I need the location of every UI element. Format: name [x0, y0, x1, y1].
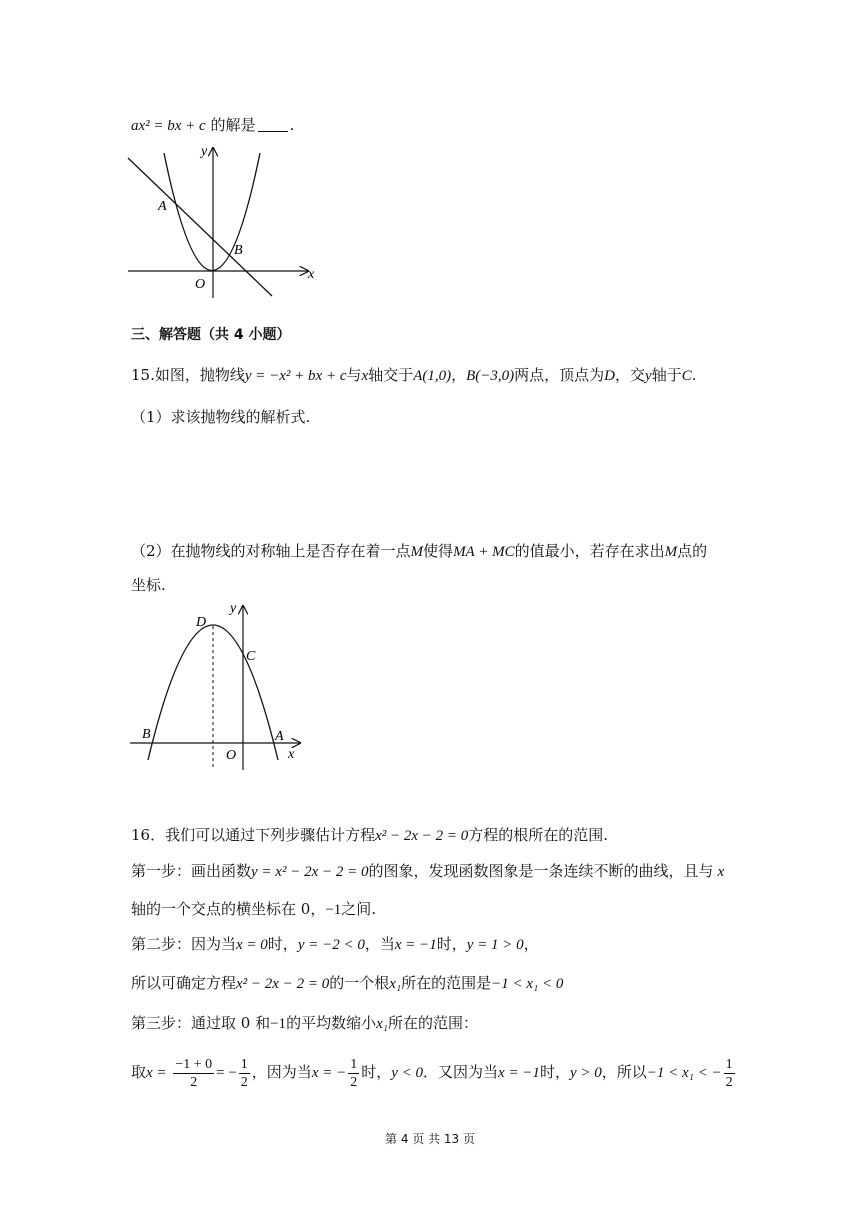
q16-text: 时， [539, 1063, 570, 1081]
q16-text: 第二步：因为当 [131, 935, 237, 953]
q16-condition: y > 0 [569, 1065, 602, 1081]
q16-text: 时， [267, 935, 298, 953]
q15-expr: MA + MC [453, 544, 515, 560]
q15-number: 15. [131, 366, 155, 384]
q16-text: 取 [131, 1063, 147, 1081]
q16-line-2 [131, 860, 724, 883]
fig2-label-x: x [288, 747, 295, 762]
q16-condition: y = 1 > 0 [466, 937, 524, 953]
q16-condition: y = −2 < 0 [297, 937, 365, 953]
fig1-line [128, 158, 272, 296]
q16-line-1 [131, 824, 608, 847]
q15-text: ， [451, 366, 467, 384]
fraction-half [239, 1056, 250, 1091]
q16-condition: x = −1 [394, 937, 437, 953]
q15-text: 轴交于 [368, 366, 414, 384]
fig2-label-y: y [230, 601, 237, 616]
q16-text: 时， [361, 1063, 392, 1081]
fig2-label-a: A [275, 729, 284, 744]
q15-var-x: x [361, 368, 369, 384]
fig2-label-b: B [142, 727, 151, 742]
fraction-numerator: 1 [725, 1056, 733, 1072]
section-heading: 三、解答题（共 4 小题） [131, 327, 291, 343]
figure-1-parabola-line [120, 138, 330, 300]
q16-equation: x² − 2x − 2 = 0 [236, 976, 330, 992]
q15-formula-parabola: y = −x² + bx + c [244, 368, 347, 384]
q15-point-b: B(−3,0) [466, 368, 515, 384]
q16-root: x₁ [389, 976, 402, 992]
fig1-label-y: y [201, 144, 208, 159]
fraction-half-3 [724, 1056, 735, 1091]
fig2-label-o: O [226, 748, 237, 763]
q15-text: 如图，抛物线 [154, 366, 245, 384]
fig1-label-b: B [234, 243, 243, 258]
q16-value: −1 [270, 1016, 287, 1032]
q15-point-d: D [604, 368, 616, 384]
q16-line-6 [131, 1012, 478, 1035]
q15-part2 [131, 540, 707, 563]
q16-var: x = − [311, 1065, 347, 1081]
page-footer: 第 4 页 共 13 页 [385, 1132, 475, 1146]
q14-tail [131, 114, 294, 137]
q16-function: y = x² − 2x − 2 = 0 [251, 864, 369, 880]
q16-condition: x = 0 [236, 937, 268, 953]
q16-range: −1 < x₁ < 0 [491, 976, 564, 992]
q16-text: ．又因为当 [423, 1063, 499, 1081]
q16-var: x = [146, 1065, 167, 1081]
q16-text: ，当 [364, 935, 395, 953]
q16-text: 方程的根所在的范围. [468, 826, 609, 844]
fig1-parabola [164, 153, 260, 271]
fraction-numerator: −1 + 0 [175, 1056, 213, 1072]
q14-period: . [289, 116, 295, 134]
q16-line-3 [131, 898, 376, 921]
q16-root: x₁ [376, 1016, 388, 1032]
q16-text: 第一步：画出函数 [131, 862, 252, 880]
q16-text: 所在的范围： [387, 1014, 478, 1032]
fig1-label-o: O [195, 277, 206, 292]
fig1-label-x: x [308, 267, 315, 282]
fraction-half-2 [348, 1056, 359, 1091]
q16-range: −1 < x₁ < − [646, 1065, 722, 1081]
fig1-label-a: A [158, 199, 167, 214]
q16-line-5 [131, 972, 563, 995]
fraction-denominator: 2 [725, 1074, 733, 1090]
q16-condition: y < 0 [391, 1065, 424, 1081]
fraction-denominator: 2 [190, 1074, 198, 1090]
q15-text: ，交 [615, 366, 646, 384]
q15-p2-text: 的值最小，若存在求出 [514, 542, 665, 560]
fig2-label-c: C [246, 649, 256, 664]
fraction-numerator: 1 [240, 1056, 248, 1072]
q16-line-7 [131, 1052, 737, 1093]
q16-text: ，所以 [601, 1063, 647, 1081]
q16-text: 轴的一个交点的横坐标在 0， [131, 900, 326, 918]
q15-p2-text: 点的 [677, 542, 708, 560]
q16-text: 时， [436, 935, 467, 953]
q16-text: 第三步：通过取 0 和 [131, 1014, 271, 1032]
q15-part1: （1）求该抛物线的解析式. [131, 408, 311, 426]
q15-text: 轴于 [651, 366, 682, 384]
q16-text: 的平均数缩小 [286, 1014, 377, 1032]
q15-point-c: C [681, 368, 692, 384]
q16-value: −1 [325, 902, 342, 918]
q15-p2-text: （2）在抛物线的对称轴上是否存在着一点 [131, 542, 411, 560]
q16-var-x: x [717, 864, 725, 880]
q15-point-a: A(1,0) [413, 368, 452, 384]
q14-equation: ax² = bx + c [131, 118, 206, 134]
q16-text: 所以可确定方程 [131, 974, 237, 992]
q16-text: 16．我们可以通过下列步骤估计方程 [131, 826, 376, 844]
q15-stem [131, 364, 697, 387]
q15-text: 与 [346, 366, 362, 384]
q15-text: . [691, 366, 697, 384]
q14-suffix: 的解是 [210, 116, 256, 134]
q15-part2-cont: 坐标. [131, 576, 166, 594]
q16-line-4 [131, 933, 539, 956]
answer-blank [258, 117, 288, 132]
q16-equals: = − [216, 1065, 237, 1081]
fraction-mean [173, 1056, 214, 1091]
q16-condition: x = −1 [498, 1065, 540, 1081]
fig2-label-d: D [196, 615, 207, 630]
q16-text: 所在的范围是 [401, 974, 492, 992]
q16-text: 之间. [341, 900, 377, 918]
fraction-denominator: 2 [240, 1074, 248, 1090]
q16-text: ，因为当 [251, 1063, 312, 1081]
fraction-numerator: 1 [350, 1056, 358, 1072]
q15-p2-text: 使得 [423, 542, 454, 560]
q16-text: ， [523, 935, 539, 953]
q15-point-m: M [664, 544, 678, 560]
q16-text: 的一个根 [329, 974, 390, 992]
q15-text: 两点，顶点为 [514, 366, 605, 384]
q16-text: 的图象，发现函数图象是一条连续不断的曲线，且与 [368, 862, 714, 880]
fraction-denominator: 2 [350, 1074, 358, 1090]
q16-equation: x² − 2x − 2 = 0 [375, 828, 469, 844]
q15-point-m: M [410, 544, 424, 560]
q15-var-y: y [645, 368, 652, 384]
figure-2-downward-parabola [120, 598, 320, 778]
